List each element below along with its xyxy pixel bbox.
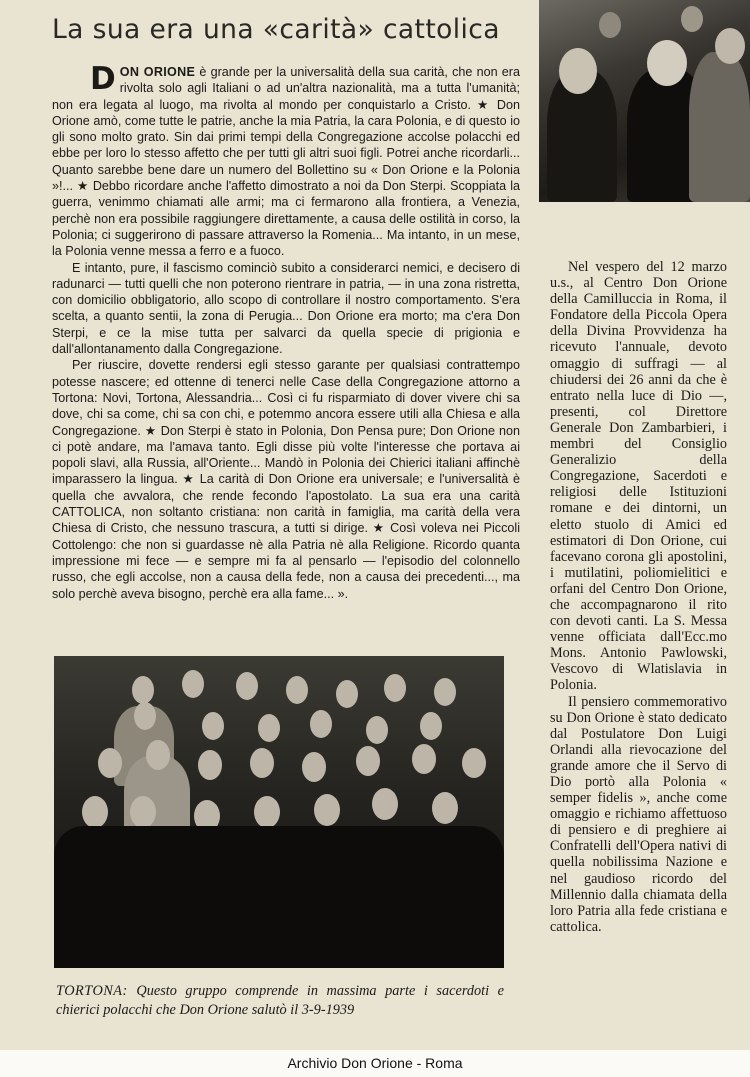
article-paragraph-text: è grande per la universalità della sua carità, che non era rivolta solo agli Italiani o ad un'altra nazionalità, ma a tutta l'umanità; non era legata al luogo, ma rivolta al mondo per conquistarlo a Cristo. ★ Don Orione amò, come tutte le patrie, anche la mia Patria, la cara Polonia, e di questo io gli sono molto grato. Sin dai primi tempi della Congregazione accolse polacchi ed ebbe per loro lo stesso affetto che per tutti gli altri suoi figli. Potrei anche ricordarli... Quanto sarebbe bene dare un numero del Bollettino su « Don Orione e la Polonia »!... ★ Debbo ricordare anche l'affetto dimostrato a noi da Don Sterpi. Scoppiata la guerra, venimmo chiamati alle armi; ma ci fermarono alla frontiera, a Venezia, perchè non era possibile raggiungere direttamente, a causa delle ostilità in corso, la Polonia; ci suggerirono di passare attraverso la Romenia... Ma intanto, in un mese, la Polonia venne messa a ferro e a fuoco.: [52, 65, 520, 259]
photo-group-priests: [54, 656, 504, 968]
headline: La sua era una «carità» cattolica: [52, 14, 500, 45]
photo-face: [356, 746, 380, 776]
photo-face: [82, 796, 108, 828]
article-body: [52, 61, 520, 602]
photo-face: [715, 28, 745, 64]
article-paragraph: E intanto, pure, il fascismo cominciò subito a considerarci nemici, e decisero di radunarci — tutti quelli che non poterono rientrare in patria, — in una zona ristretta, con domicilio obbligatorio, allo scopo di controllare il nostro comportamento. S'era scelta, a quanto sentii, la zona di Perugia... Don Orione era morto; ma c'era Don Sterpi, e ce la mise tutta per salvarci da quella specie di prigionia e dall'allontanamento dalla Congregazione.: [52, 260, 520, 357]
photo-crowd: [539, 0, 750, 202]
photo-face: [132, 676, 154, 704]
photo-face: [366, 716, 388, 744]
photo-face: [462, 748, 486, 778]
archive-footer: [0, 1050, 750, 1077]
caption-place: TORTONA:: [56, 983, 128, 999]
sidebar-text: [550, 259, 727, 935]
sidebar-paragraph: Il pensiero commemorativo su Don Orione è stato dedicato dal Postulatore Don Luigi Orlandi alla rievocazione del grande amore che il Servo di Dio portò alla Polonia « semper fidelis », anche come omaggio e richiamo affettuoso di pensiero e di preghiere ai Confratelli dell'Opera nativi di quella nobilissima Nazione e nel gaudioso ricordo del Millennio dalla chiamata della loro Patria alla fede cristiana e cattolica.: [550, 693, 727, 935]
photo-face: [198, 750, 222, 780]
drop-cap: D: [90, 61, 116, 97]
photo-face: [302, 752, 326, 782]
photo-face: [146, 740, 170, 770]
photo-face: [559, 48, 597, 94]
photo-face: [647, 40, 687, 86]
photo-face: [314, 794, 340, 826]
photo-face: [258, 714, 280, 742]
photo-face: [599, 12, 621, 38]
article-paragraph: Per riuscire, dovette rendersi egli stesso garante per qualsiasi contrattempo potesse nascere; ed ottenne di tenerci nelle Case della Congregazione attorno a Tortona: Novi, Tortona, Alessandria... Così ci fu risparmiato di dover vivere chi sa dove, chi sa come, chi sa con chi, e potemmo ancora essere utili alla Chiesa e alla Congregazione. ★ Don Sterpi è stato in Polonia, Don Pensa pure; Don Orione non ci potè andare, ma l'amava tanto. Egli disse più volte l'interesse che portava ai popoli slavi, alla Russia, all'Oriente... Mandò in Polonia dei Chierici italiani affinchè imparassero la lingua. ★ La carità di Don Orione era universale; e l'universalità è quella che avvalora, che rende fecondo l'apostolato. La sua era una carità CATTOLICA, non soltanto cristiana: non carità in famiglia, ma carità della vera Chiesa di Cristo, che nessuno trascura, a tutti si dirige. ★ Così voleva nei Piccoli Cottolengo: che non si guardasse nè alla Patria nè alla Religione. Ricordo quanta impressione mi fece — e sempre mi fa al pensarlo — l'episodio del colonnello russo, che egli accolse, non a causa della fede, non a causa dei precedenti..., ma solo perchè aveva bisogno, perchè era alla fame... ».: [52, 358, 520, 601]
photo-face: [432, 792, 458, 824]
photo-face: [420, 712, 442, 740]
photo-face: [286, 676, 308, 704]
photo-caption: [56, 982, 504, 1020]
photo-face: [98, 748, 122, 778]
photo-face: [310, 710, 332, 738]
photo-face: [130, 796, 156, 828]
photo-face: [236, 672, 258, 700]
sidebar-paragraph: Nel vespero del 12 marzo u.s., al Centro Don Orione della Camilluccia in Roma, il Fondatore della Piccola Opera della Divina Provvidenza ha ricevuto l'annuale, devoto omaggio di suffragi — al chiudersi dei 26 anni da che è entrato nella luce di Dio —, presenti, col Direttore Generale Don Zambarbieri, i membri del Consiglio Generalizio della Congregazione, Sacerdoti e religiosi delle Istituzioni romane e dei dintorni, un eletto stuolo di Amici ed estimatori di Don Orione, cui facevano corona gli apostolini, i mutilatini, poliomielitici e orfani del Centro Don Orione, che accompagnarono il rito con devoti canti. La S. Messa venne officiata dall'Ecc.mo Mons. Antonio Pawlowski, Vescovo di Wlatislavia in Polonia.: [550, 259, 727, 694]
photo-face: [372, 788, 398, 820]
footer-label: Archivio Don Orione - Roma: [287, 1055, 463, 1071]
article-paragraph: [52, 61, 520, 260]
photo-figure: [689, 52, 750, 202]
photo-face: [134, 702, 156, 730]
photo-face: [182, 670, 204, 698]
photo-face: [384, 674, 406, 702]
photo-face: [681, 6, 703, 32]
photo-face: [254, 796, 280, 828]
photo-face: [434, 678, 456, 706]
photo-face: [336, 680, 358, 708]
caption-text: Questo gruppo comprende in massima parte i sacerdoti e chierici polacchi che Don Orione salutò il 3-9-1939: [56, 983, 504, 1018]
photo-face: [250, 748, 274, 778]
article-lead: ON ORIONE: [119, 65, 196, 79]
photo-face: [412, 744, 436, 774]
photo-cassocks: [54, 826, 504, 968]
photo-face: [202, 712, 224, 740]
